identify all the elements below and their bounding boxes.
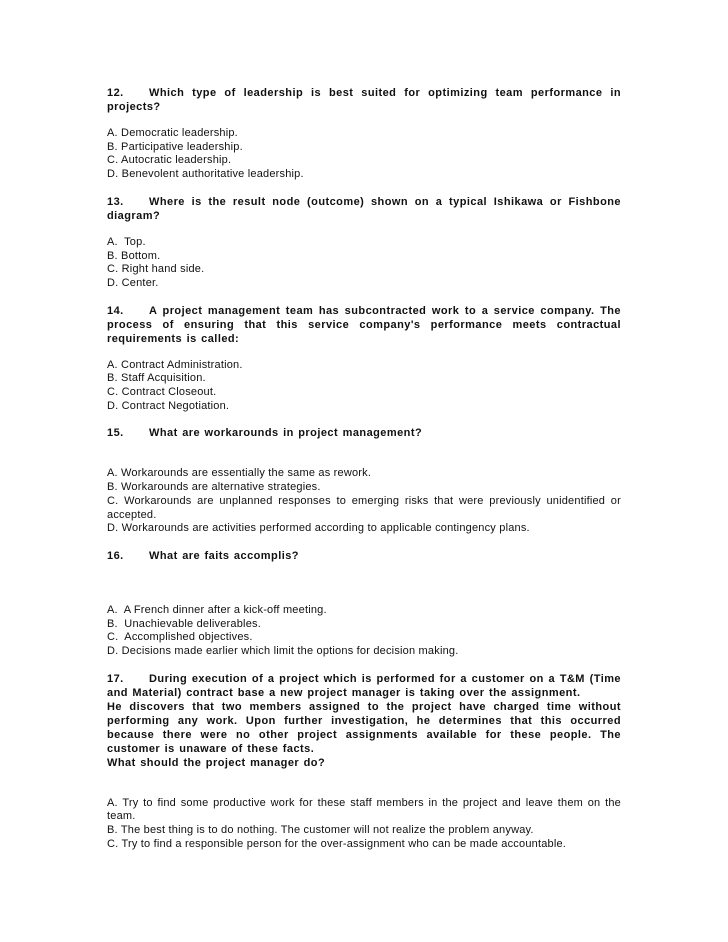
question-prompt: What should the project manager do?: [107, 756, 326, 769]
question-stem: What are faits accomplis?: [149, 549, 299, 562]
question-number: 16.: [107, 549, 124, 562]
question-stem: What are workarounds in project management?: [149, 427, 423, 440]
question-13: [107, 195, 621, 291]
answer-option: D. Center.: [107, 276, 159, 289]
question-text: [107, 304, 621, 346]
answer-options: [107, 604, 621, 659]
question-scenario: He discovers that two members assigned to the project have charged time without performing any work. Upon further investigation, he determines that this occurred because there were no other project assignments available for these people. The customer is unaware of these facts.: [107, 700, 621, 755]
question-number: 14.: [107, 304, 124, 317]
question-text: [107, 549, 621, 563]
question-text: [107, 672, 621, 770]
question-text: [107, 195, 621, 223]
answer-options: [107, 236, 621, 291]
document-page: [107, 86, 621, 852]
question-text: [107, 86, 621, 114]
question-16: [107, 549, 621, 659]
answer-option: D. Benevolent authoritative leadership.: [107, 168, 304, 181]
question-stem: Which type of leadership is best suited for optimizing team performance in projects?: [107, 87, 621, 113]
answer-option: A. Try to find some productive work for these staff members in the project and leave them on the team.: [107, 796, 621, 823]
answer-option: D. Decisions made earlier which limit the options for decision making.: [107, 645, 459, 658]
answer-option: B. Participative leadership.: [107, 140, 243, 153]
question-number: 12.: [107, 87, 124, 99]
answer-option: D. Contract Negotiation.: [107, 399, 230, 412]
question-15: [107, 426, 621, 536]
answer-options: [107, 467, 621, 536]
question-text: [107, 426, 621, 440]
answer-option: B. Workarounds are alternative strategies.: [107, 481, 321, 494]
answer-options: [107, 127, 621, 182]
answer-option: B. Unachievable deliverables.: [107, 617, 261, 630]
answer-option: C. Accomplished objectives.: [107, 631, 253, 644]
answer-option: C. Workarounds are unplanned responses to emerging risks that were previously unidentified or accepted.: [107, 494, 621, 521]
question-14: [107, 304, 621, 414]
question-number: 15.: [107, 427, 124, 440]
question-12: [107, 86, 621, 182]
answer-option: A. A French dinner after a kick-off meeting.: [107, 603, 327, 616]
answer-option: D. Workarounds are activities performed according to applicable contingency plans.: [107, 522, 530, 535]
answer-option: B. Bottom.: [107, 249, 161, 262]
answer-option: C. Try to find a responsible person for the over-assignment who can be made accountable.: [107, 837, 567, 850]
answer-option: B. Staff Acquisition.: [107, 372, 206, 385]
answer-option: C. Right hand side.: [107, 263, 205, 276]
question-17: [107, 672, 621, 852]
question-stem: Where is the result node (outcome) shown on a typical Ishikawa or Fishbone diagram?: [107, 195, 621, 222]
answer-options: [107, 359, 621, 414]
question-number: 17.: [107, 672, 124, 685]
question-number: 13.: [107, 195, 124, 208]
answer-option: A. Workarounds are essentially the same as rework.: [107, 467, 372, 480]
answer-option: C. Autocratic leadership.: [107, 154, 232, 167]
answer-option: A. Top.: [107, 235, 146, 248]
answer-option: B. The best thing is to do nothing. The customer will not realize the problem anyway.: [107, 824, 534, 837]
question-stem: A project management team has subcontracted work to a service company. The process of ensuring that this service company's performance meets contractual requirements is called:: [107, 304, 621, 345]
answer-option: A. Contract Administration.: [107, 358, 243, 371]
answer-option: A. Democratic leadership.: [107, 127, 238, 139]
answer-option: C. Contract Closeout.: [107, 386, 217, 399]
answer-options: [107, 797, 621, 852]
question-stem: During execution of a project which is performed for a customer on a T&M (Time and Material) contract base a new project manager is taking over the assignment.: [107, 672, 621, 699]
